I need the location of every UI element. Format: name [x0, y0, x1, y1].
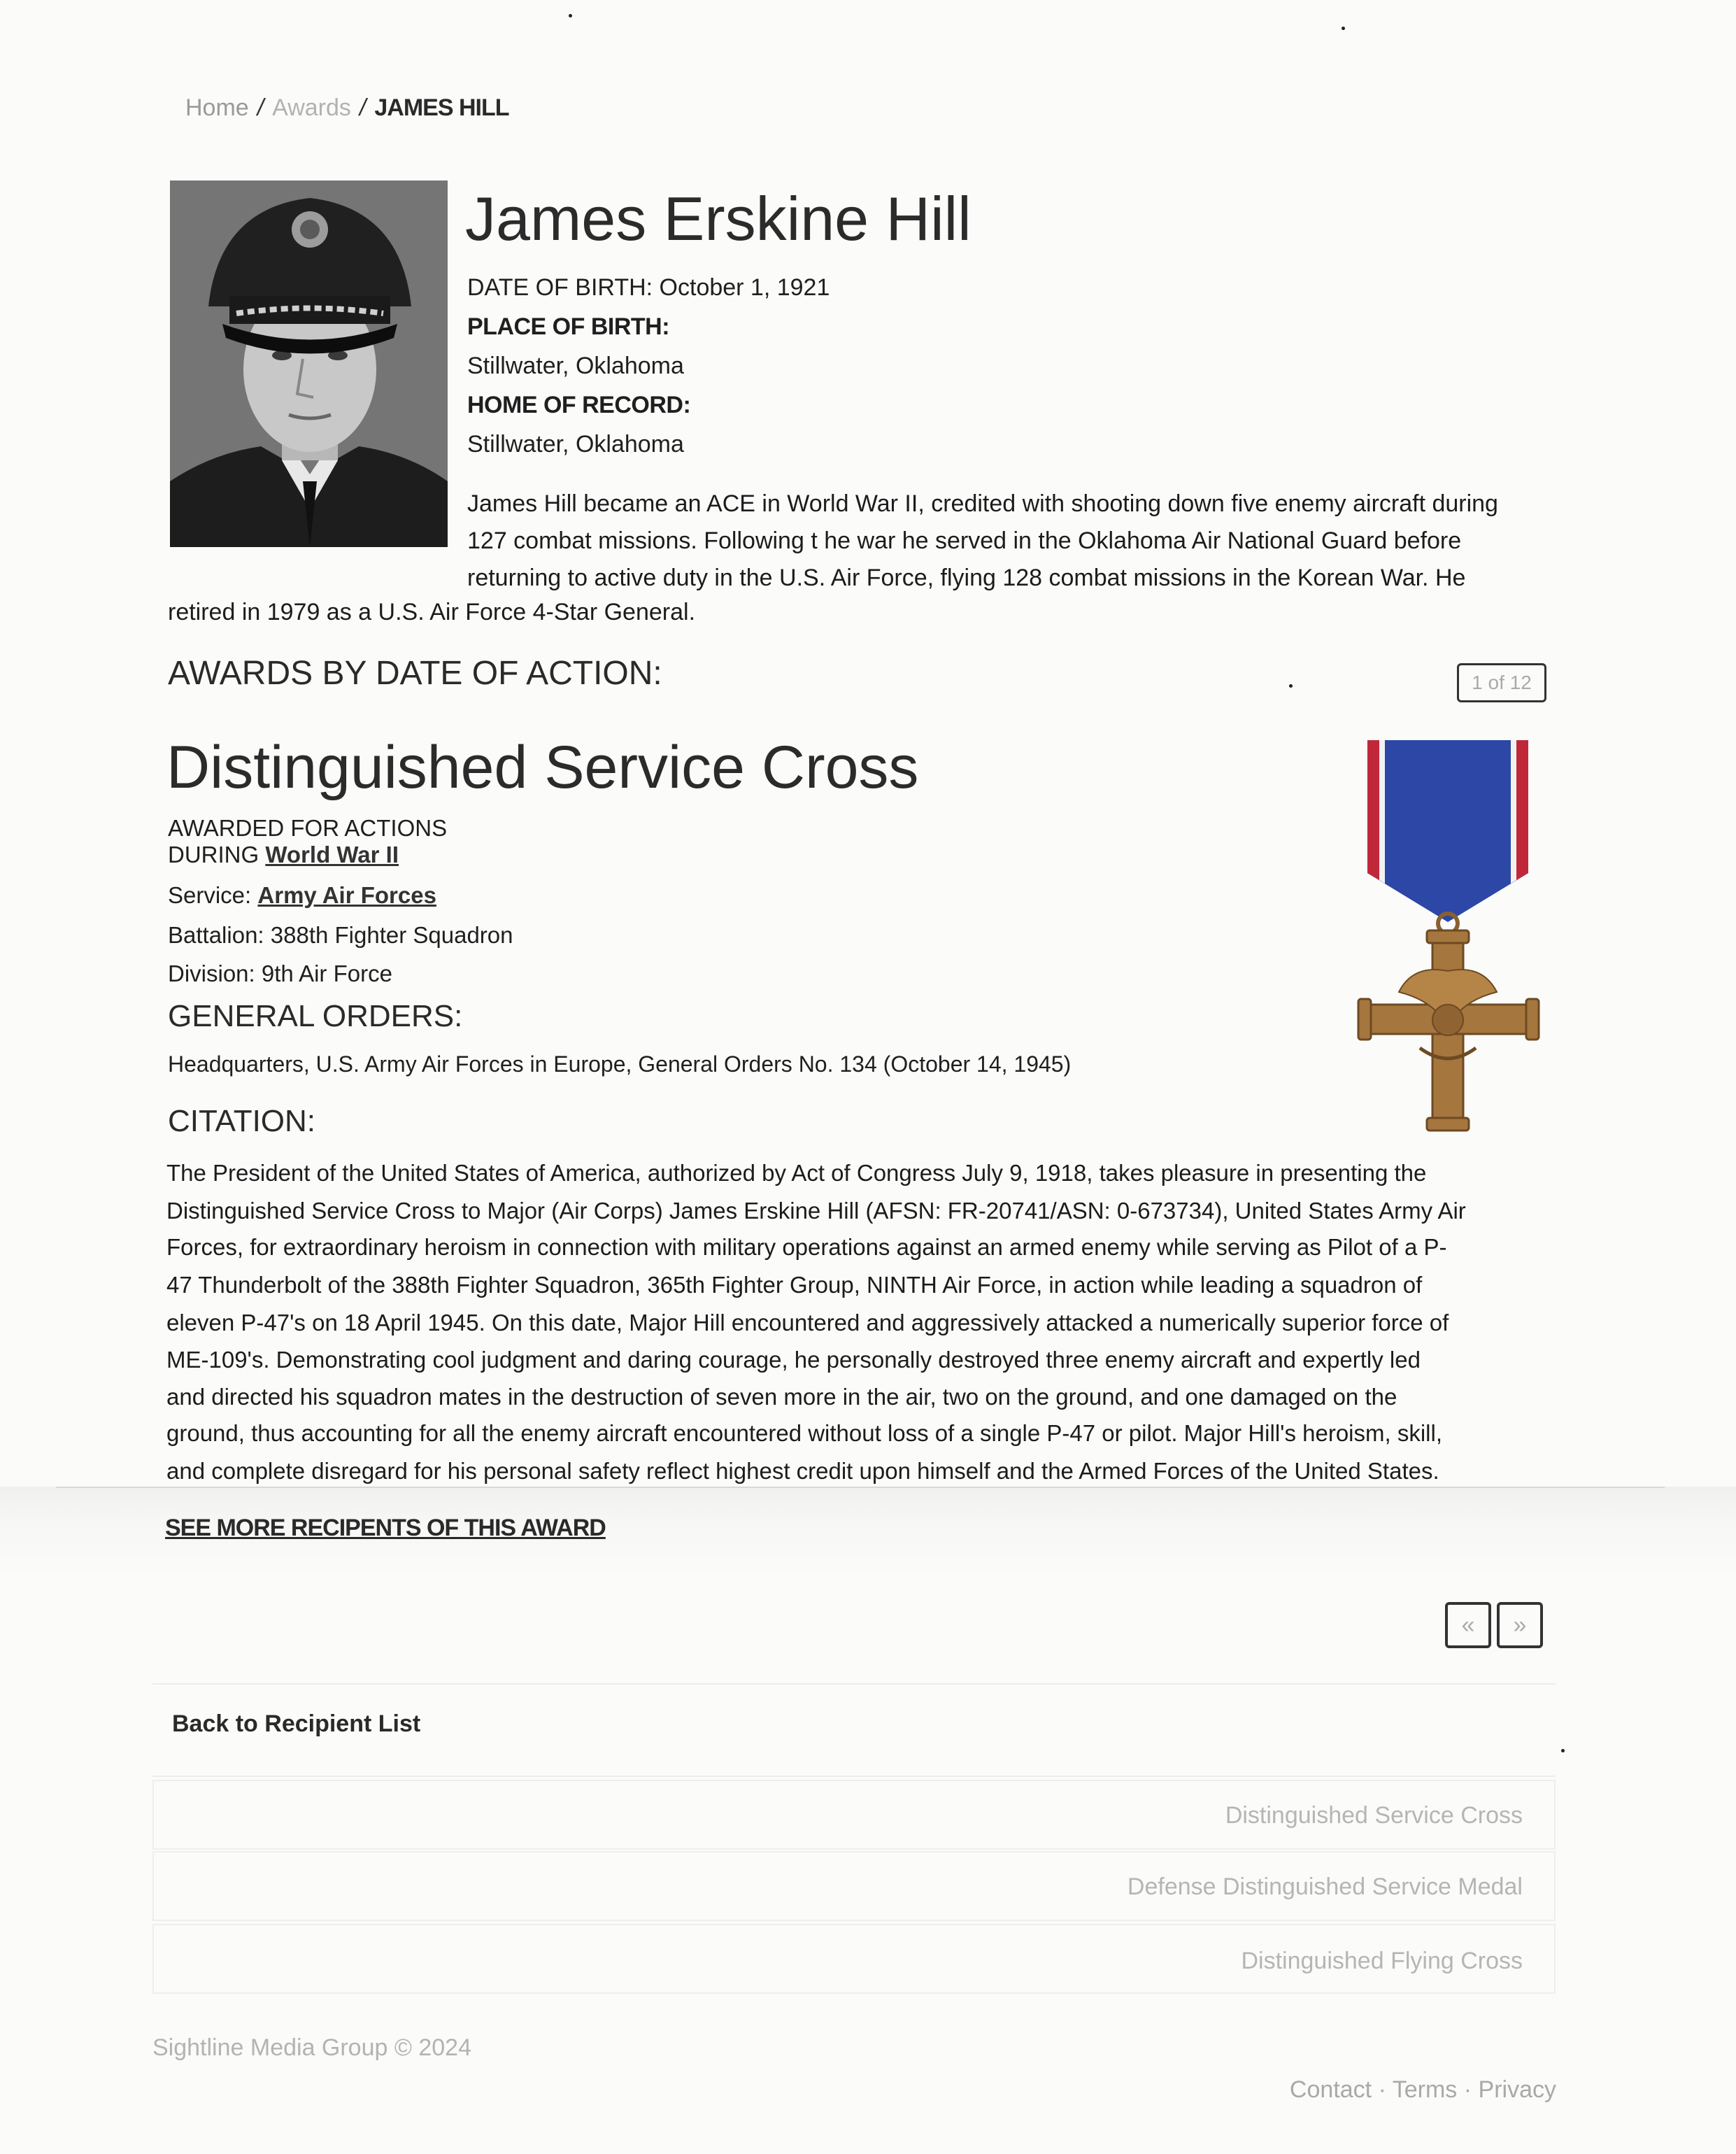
footer-terms-link[interactable]: Terms: [1392, 2076, 1458, 2103]
division: Division: 9th Air Force: [168, 961, 392, 986]
divider: [152, 1683, 1556, 1685]
scan-speck: [1561, 1749, 1565, 1752]
footer-contact-link[interactable]: Contact: [1289, 2076, 1372, 2103]
date-of-birth: [467, 274, 830, 302]
award-list-item[interactable]: [152, 1924, 1556, 1994]
scan-speck: [1342, 27, 1345, 30]
breadcrumb-home-link[interactable]: Home: [185, 94, 249, 121]
footer-privacy-link[interactable]: Privacy: [1478, 2076, 1556, 2103]
award-list-item[interactable]: [152, 1780, 1556, 1850]
prev-award-button[interactable]: «: [1445, 1602, 1491, 1648]
medal-icon: [1329, 740, 1560, 1139]
dob-value: October 1, 1921: [659, 274, 830, 301]
recipient-name: James Erskine Hill: [465, 184, 972, 253]
recipient-portrait: [170, 180, 448, 547]
bio-line: James Hill became an ACE in World War II, credited with shooting down five enemy aircraft during: [467, 490, 1498, 517]
citation-line: ground, thus accounting for all the enemy aircraft encountered without loss of a single P-47 or pilot. Major Hill's heroism, skill,: [166, 1420, 1443, 1446]
award-list-item-label: Defense Distinguished Service Medal: [1127, 1873, 1523, 1900]
general-orders-text: Headquarters, U.S. Army Air Forces in Europe, General Orders No. 134 (October 14, 1945): [168, 1051, 1072, 1077]
footer-separator: ·: [1463, 2076, 1472, 2103]
award-list-item[interactable]: [152, 1851, 1556, 1921]
footer-links: [1290, 2076, 1556, 2104]
dob-label: DATE OF BIRTH:: [467, 274, 653, 301]
awarded-during-label: DURING: [168, 842, 259, 867]
award-pager-badge: 1 of 12: [1457, 663, 1546, 702]
citation-heading: CITATION:: [168, 1104, 316, 1138]
breadcrumb-separator: /: [257, 94, 264, 121]
award-list-item-label: Distinguished Flying Cross: [1241, 1948, 1523, 1974]
bio-line: retired in 1979 as a U.S. Air Force 4-Star General.: [168, 599, 696, 625]
breadcrumb-separator: /: [359, 94, 367, 121]
battalion: Battalion: 388th Fighter Squadron: [168, 922, 513, 948]
back-to-recipient-list-link[interactable]: Back to Recipient List: [172, 1710, 421, 1737]
home-of-record-label: HOME OF RECORD:: [467, 392, 691, 418]
see-more-recipients-link[interactable]: SEE MORE RECIPENTS OF THIS AWARD: [165, 1515, 606, 1541]
scan-speck: [569, 14, 572, 17]
citation-line: ME-109's. Demonstrating cool judgment and daring courage, he personally destroyed three enemy aircraft and expertly led: [166, 1347, 1421, 1373]
war-link[interactable]: World War II: [265, 842, 399, 867]
place-of-birth-value: Stillwater, Oklahoma: [467, 353, 684, 379]
place-of-birth-label: PLACE OF BIRTH:: [467, 313, 670, 340]
service: [168, 882, 436, 909]
award-list-item-label: Distinguished Service Cross: [1225, 1802, 1523, 1829]
service-link[interactable]: Army Air Forces: [257, 882, 436, 908]
breadcrumb: [185, 94, 509, 122]
bio-line: 127 combat missions. Following t he war he served in the Oklahoma Air National Guard before: [467, 527, 1462, 554]
footer-copyright: Sightline Media Group © 2024: [152, 2034, 471, 2061]
breadcrumb-awards-link[interactable]: Awards: [272, 94, 351, 121]
citation-line: Forces, for extraordinary heroism in connection with military operations against an armed enemy while serving as Pilot of a P-: [166, 1234, 1447, 1260]
awarded-during: [168, 842, 399, 868]
citation-line: Distinguished Service Cross to Major (Air Corps) James Erskine Hill (AFSN: FR-20741/ASN: 0-673734), United States Army Air: [166, 1198, 1466, 1224]
paper-fold-line: [56, 1487, 1665, 1488]
divider: [152, 1776, 1556, 1777]
citation-line: 47 Thunderbolt of the 388th Fighter Squadron, 365th Fighter Group, NINTH Air Force, in action while leading a squadron of: [166, 1272, 1423, 1298]
award-medal-image: [1329, 740, 1560, 1139]
bio-line: returning to active duty in the U.S. Air Force, flying 128 combat missions in the Korean War. He: [467, 565, 1466, 591]
footer-separator: ·: [1378, 2076, 1386, 2103]
citation-line: and complete disregard for his personal safety reflect highest credit upon himself and the Armed Forces of the United States.: [166, 1458, 1439, 1484]
next-award-button[interactable]: »: [1497, 1602, 1543, 1648]
general-orders-heading: GENERAL ORDERS:: [168, 999, 463, 1033]
home-of-record-value: Stillwater, Oklahoma: [467, 431, 684, 458]
awards-heading: AWARDS BY DATE OF ACTION:: [168, 655, 662, 692]
citation-line: and directed his squadron mates in the destruction of seven more in the air, two on the ground, and one damaged on the: [166, 1384, 1397, 1410]
citation-line: eleven P-47's on 18 April 1945. On this date, Major Hill encountered and aggressively attacked a numerically superior force of: [166, 1310, 1449, 1335]
award-title: Distinguished Service Cross: [166, 734, 919, 801]
breadcrumb-current: JAMES HILL: [374, 94, 509, 121]
portrait-photo-icon: [170, 180, 448, 547]
citation-line: The President of the United States of America, authorized by Act of Congress July 9, 1918, takes pleasure in presenting the: [166, 1160, 1427, 1186]
service-label: Service:: [168, 882, 252, 908]
scan-speck: [1289, 684, 1293, 688]
awarded-for-actions-label: AWARDED FOR ACTIONS: [168, 815, 448, 841]
